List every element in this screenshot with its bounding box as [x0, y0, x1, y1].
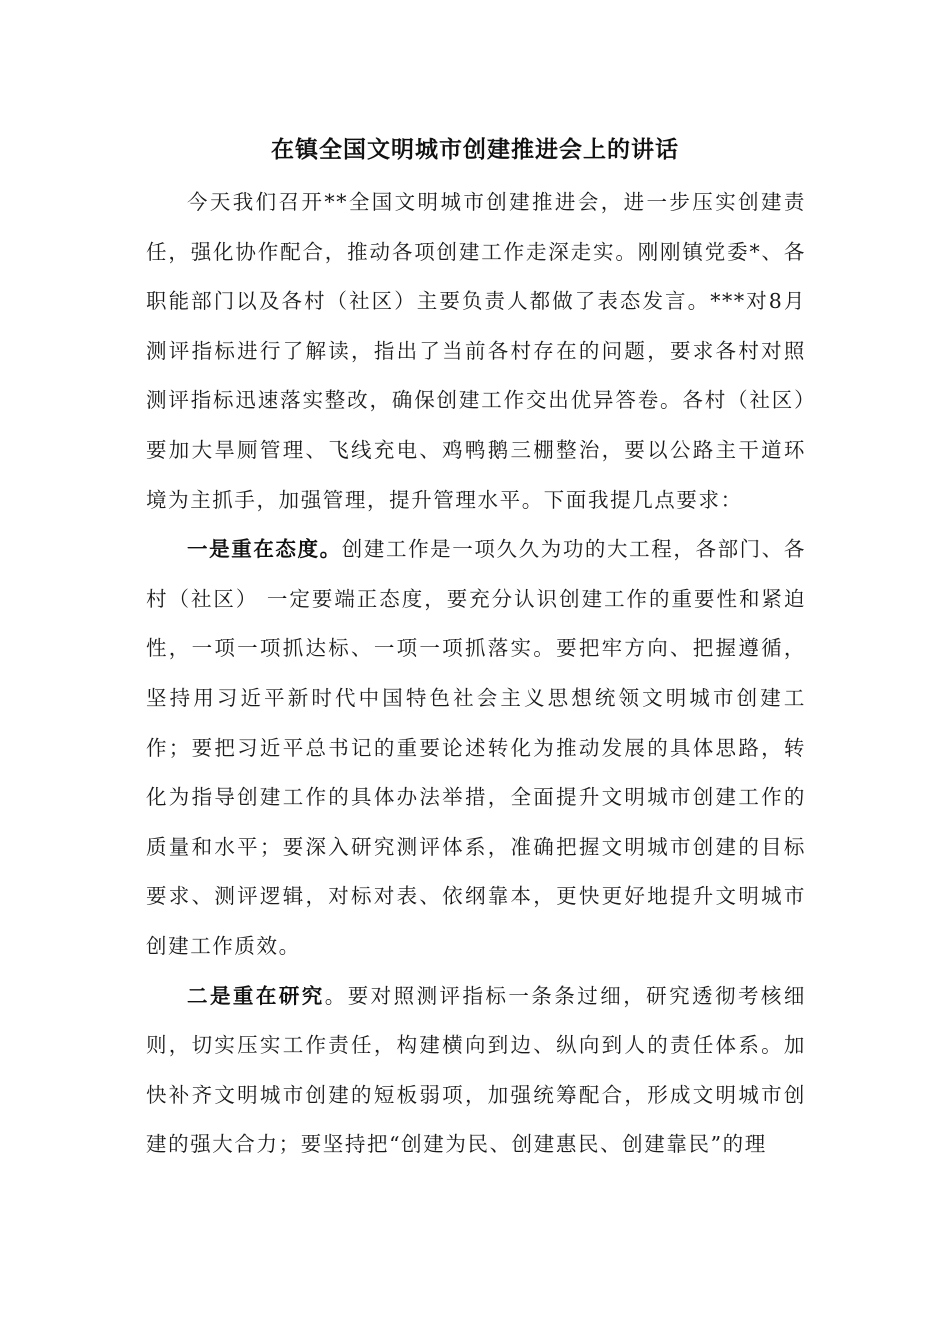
- paragraph-lead: 二是重在研究: [187, 983, 325, 1008]
- paragraph-text: 。要对照测评指标一条条过细，研究透彻考核细则，切实压实工作责任，构建横向到边、纵向到人的责任体系。加快补齐文明城市创建的短板弱项，加强统筹配合，形成文明城市创建的强大合力；要坚持把“创建为民、创建惠民、创建靠民”的理: [146, 983, 806, 1157]
- paragraph-text: 今天我们召开**全国文明城市创建推进会，进一步压实创建责任，强化协作配合，推动各项创建工作走深走实。刚刚镇党委*、各职能部门以及各村（社区）主要负责人都做了表态发言。***对8月测评指标进行了解读，指出了当前各村存在的问题，要求各村对照测评指标迅速落实整改，确保创建工作交出优异答卷。各村（社区）要加大旱厕管理、飞线充电、鸡鸭鹅三棚整治，要以公路主干道环境为主抓手，加强管理，提升管理水平。下面我提几点要求：: [146, 190, 806, 512]
- paragraph-lead: 一是重在态度。: [187, 537, 342, 562]
- paragraph-attitude: [146, 525, 806, 971]
- document-body: [146, 178, 806, 1170]
- paragraph-text: 创建工作是一项久久为功的大工程，各部门、各村（社区） 一定要端正态度，要充分认识创建工作的重要性和紧迫性，一项一项抓达标、一项一项抓落实。要把牢方向、把握遵循，坚持用习近平新时代中国特色社会主义思想统领文明城市创建工作；要把习近平总书记的重要论述转化为推动发展的具体思路，转化为指导创建工作的具体办法举措，全面提升文明城市创建工作的质量和水平；要深入研究测评体系，准确把握文明城市创建的目标要求、测评逻辑，对标对表、依纲靠本，更快更好地提升文明城市创建工作质效。: [146, 537, 806, 958]
- paragraph-research: [146, 972, 806, 1170]
- document-title: 在镇全国文明城市创建推进会上的讲话: [271, 136, 679, 163]
- paragraph-intro: [146, 178, 806, 525]
